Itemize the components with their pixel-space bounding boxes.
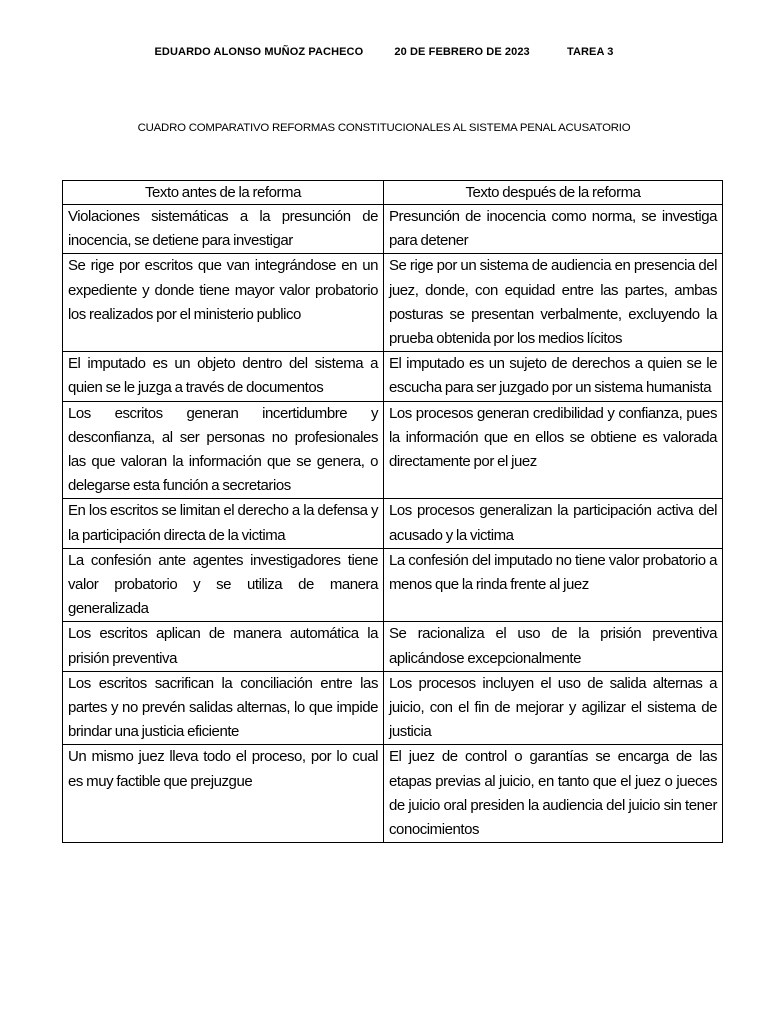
column-header-after: Texto después de la reforma: [384, 181, 723, 205]
cell-after: El imputado es un sujeto de derechos a quien se le escucha para ser juzgado por un sistema humanista: [384, 352, 723, 401]
task-label: TAREA 3: [566, 46, 614, 58]
table-row: [63, 499, 723, 548]
cell-before: Violaciones sistemáticas a la presunción de inocencia, se detiene para investigar: [63, 205, 384, 254]
document-header: [0, 46, 768, 58]
cell-before: Los escritos aplican de manera automática la prisión preventiva: [63, 622, 384, 671]
cell-after: El juez de control o garantías se encarga de las etapas previas al juicio, en tanto que el juez o jueces de juicio oral presiden la audiencia del juicio sin tener conocimientos: [384, 745, 723, 843]
cell-before: La confesión ante agentes investigadores tiene valor probatorio y se utiliza de manera generalizada: [63, 548, 384, 622]
cell-after: La confesión del imputado no tiene valor probatorio a menos que la rinda frente al juez: [384, 548, 723, 622]
cell-after: Se racionaliza el uso de la prisión preventiva aplicándose excepcionalmente: [384, 622, 723, 671]
cell-after: Se rige por un sistema de audiencia en presencia del juez, donde, con equidad entre las partes, ambas posturas se presentan verbalmente, excluyendo la prueba obtenida por los medios lícitos: [384, 254, 723, 352]
author-name: EDUARDO ALONSO MUÑOZ PACHECO: [154, 46, 364, 58]
table-row: [63, 352, 723, 401]
table-row: [63, 671, 723, 745]
table-row: [63, 205, 723, 254]
cell-before: Un mismo juez lleva todo el proceso, por lo cual es muy factible que prejuzgue: [63, 745, 384, 843]
table-row: [63, 622, 723, 671]
comparison-table: [62, 180, 723, 843]
cell-before: El imputado es un objeto dentro del sistema a quien se le juzga a través de documentos: [63, 352, 384, 401]
cell-after: Los procesos generalizan la participación activa del acusado y la victima: [384, 499, 723, 548]
table-row: [63, 745, 723, 843]
cell-before: Se rige por escritos que van integrándose en un expediente y donde tiene mayor valor probatorio los realizados por el ministerio publico: [63, 254, 384, 352]
table-row: [63, 548, 723, 622]
table-row: [63, 401, 723, 499]
cell-after: Los procesos incluyen el uso de salida alternas a juicio, con el fin de mejorar y agilizar el sistema de justicia: [384, 671, 723, 745]
table-header-row: [63, 181, 723, 205]
column-header-before: Texto antes de la reforma: [63, 181, 384, 205]
document-date: 20 DE FEBRERO DE 2023: [394, 46, 530, 58]
document-title: CUADRO COMPARATIVO REFORMAS CONSTITUCIONALES AL SISTEMA PENAL ACUSATORIO: [137, 122, 631, 134]
cell-before: Los escritos generan incertidumbre y desconfianza, al ser personas no profesionales las que valoran la información que se genera, o delegarse esta función a secretarios: [63, 401, 384, 499]
cell-after: Los procesos generan credibilidad y confianza, pues la información que en ellos se obtiene es valorada directamente por el juez: [384, 401, 723, 499]
cell-before: En los escritos se limitan el derecho a la defensa y la participación directa de la victima: [63, 499, 384, 548]
cell-before: Los escritos sacrifican la conciliación entre las partes y no prevén salidas alternas, lo que impide brindar una justicia eficiente: [63, 671, 384, 745]
table-row: [63, 254, 723, 352]
cell-after: Presunción de inocencia como norma, se investiga para detener: [384, 205, 723, 254]
